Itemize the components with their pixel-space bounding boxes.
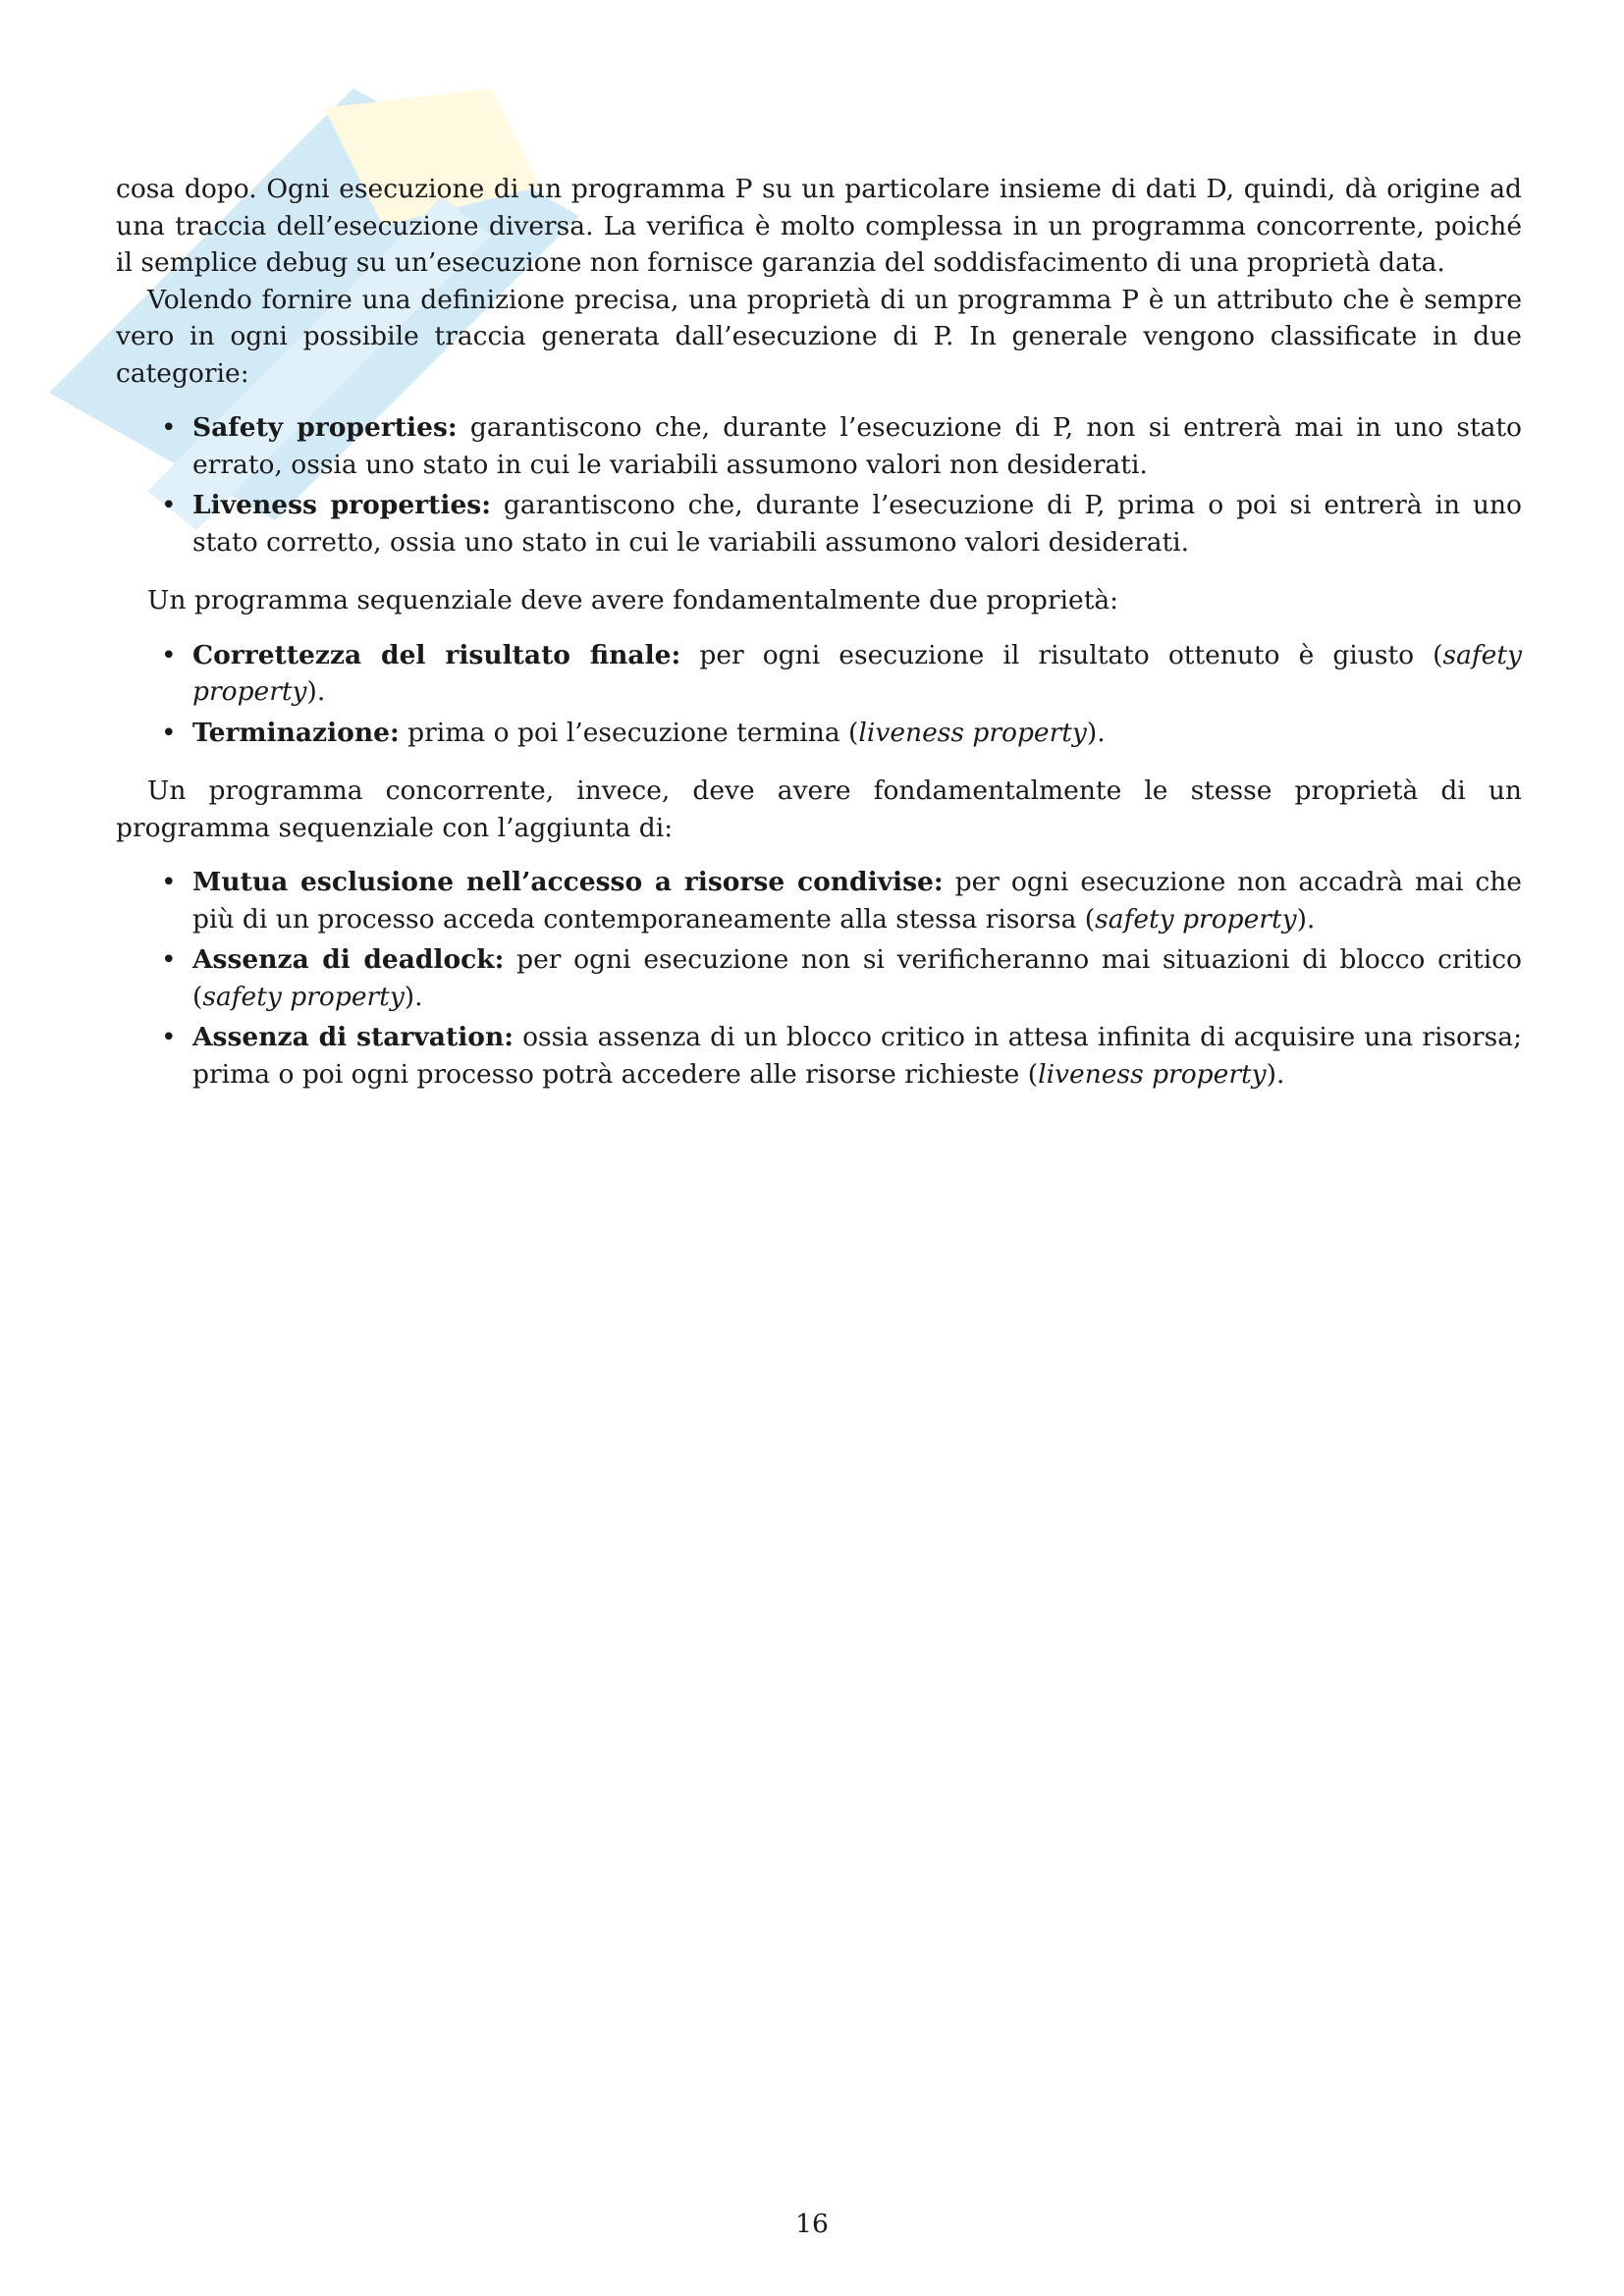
term-description: per ogni esecuzione non si verificheranno mai situazioni di blocco critico ( bbox=[192, 944, 1522, 1012]
term-description: per ogni esecuzione il risultato ottenuto è giusto ( bbox=[680, 639, 1443, 670]
property-type: safety property bbox=[202, 981, 405, 1012]
term-tail: ). bbox=[306, 676, 326, 707]
property-type: liveness property bbox=[858, 717, 1087, 748]
term-tail: ). bbox=[1266, 1058, 1285, 1090]
list-item-safety bbox=[116, 409, 1522, 483]
document-body bbox=[116, 171, 1522, 1096]
bullet-icon: • bbox=[161, 1022, 177, 1052]
paragraph-concurrent: Un programma concorrente, invece, deve avere fondamentalmente le stesse proprietà di un programma sequenziale con l’aggiunta di: bbox=[116, 775, 1522, 843]
list-item-no-deadlock bbox=[116, 941, 1522, 1015]
bullet-icon: • bbox=[161, 867, 177, 897]
bullet-icon: • bbox=[161, 944, 177, 975]
term-label: Terminazione: bbox=[192, 717, 400, 748]
term-description: garantiscono che, durante l’esecuzione di P, non si entrerà mai in uno stato errato, ossia uno stato in cui le variabili assumono valori non desiderati. bbox=[192, 412, 1522, 480]
list-item-correctness bbox=[116, 637, 1522, 711]
term-label: Correttezza del risultato finale: bbox=[192, 639, 681, 670]
paragraph-sequential: Un programma sequenziale deve avere fondamentalmente due proprietà: bbox=[147, 585, 1119, 615]
term-tail: ). bbox=[1086, 717, 1106, 748]
bullet-icon: • bbox=[161, 412, 177, 443]
term-description: ossia assenza di un blocco critico in attesa infinita di acquisire una risorsa; prima o poi ogni processo potrà accedere alle risorse richieste ( bbox=[192, 1022, 1522, 1090]
term-tail: ). bbox=[1296, 903, 1316, 934]
page-number: 16 bbox=[795, 2209, 829, 2239]
term-description: prima o poi l’esecuzione termina ( bbox=[399, 717, 859, 748]
property-type: liveness property bbox=[1038, 1058, 1267, 1090]
term-label: Liveness properties: bbox=[192, 490, 492, 520]
list-item-termination bbox=[116, 715, 1522, 752]
paragraph-intro-continued: cosa dopo. Ogni esecuzione di un programma P su un particolare insieme di dati D, quindi, dà origine ad una traccia dell’esecuzione diversa. La verifica è molto complessa in un programma concorrente, poiché il semplice debug su un’esecuzione non fornisce garanzia del soddisfacimento di una proprietà data. bbox=[116, 174, 1522, 278]
term-description: per ogni esecuzione non accadrà mai che più di un processo acceda contemporaneamente alla stessa risorsa ( bbox=[192, 867, 1522, 934]
property-type: safety property bbox=[1095, 903, 1297, 934]
bullet-icon: • bbox=[161, 717, 177, 748]
paragraph-definition: Volendo fornire una definizione precisa, una proprietà di un programma P è un attributo che è sempre vero in ogni possibile traccia generata dall’esecuzione di P. In generale vengono classificate in due categorie: bbox=[116, 284, 1522, 389]
term-label: Assenza di starvation: bbox=[192, 1022, 514, 1052]
term-tail: ). bbox=[404, 981, 423, 1012]
concurrent-properties-list bbox=[116, 864, 1522, 1093]
list-item-liveness bbox=[116, 487, 1522, 561]
list-item-no-starvation bbox=[116, 1019, 1522, 1093]
bullet-icon: • bbox=[161, 639, 177, 670]
term-label: Mutua esclusione nell’accesso a risorse condivise: bbox=[192, 867, 944, 897]
bullet-icon: • bbox=[161, 490, 177, 520]
term-description: garantiscono che, durante l’esecuzione di P, prima o poi si entrerà in uno stato corretto, ossia uno stato in cui le variabili assumono valori desiderati. bbox=[192, 490, 1522, 558]
property-categories-list bbox=[116, 409, 1522, 561]
property-type: safety property bbox=[192, 639, 1522, 707]
term-label: Safety properties: bbox=[192, 412, 458, 443]
term-label: Assenza di deadlock: bbox=[192, 944, 505, 975]
list-item-mutual-exclusion bbox=[116, 864, 1522, 937]
sequential-properties-list bbox=[116, 637, 1522, 752]
